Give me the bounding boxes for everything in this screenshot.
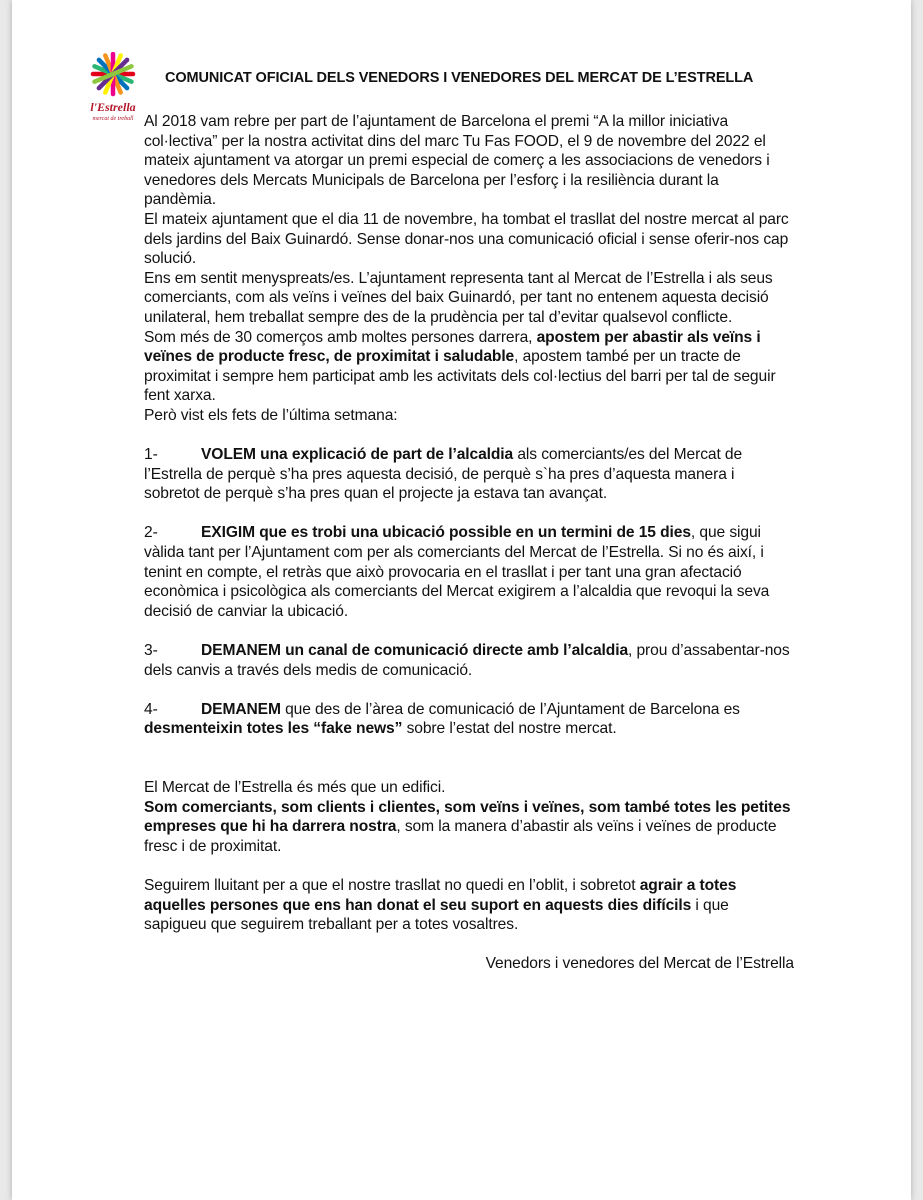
closing-paragraph-2: Som comerciants, som clients i clientes, som veïns i veïnes, som també totes les petites empreses que hi ha darrera nostra, som la manera d’abastir als veïns i veïnes de producte fresc i de proximitat. [144,798,791,855]
demand-item-4: 4- DEMANEM que des de l’àrea de comunicació de l’Ajuntament de Barcelona es desmenteixin totes les “fake news” sobre l’estat del nostre mercat. [144,700,740,738]
signature: Venedors i venedores del Mercat de l’Estrella [485,955,794,973]
demand-item-3: 3- DEMANEM un canal de comunicació directe amb l’alcaldia, prou d’assabentar-nos dels canvis a través dels medis de comunicació. [144,642,790,679]
closing-paragraph-1: El Mercat de l’Estrella és més que un edifici. [144,779,446,796]
logo-subtitle: mercat de treball [92,116,134,122]
estrella-logo [78,52,148,132]
document-page [12,0,911,1200]
closing-paragraph-3: Seguirem lluitant per a que el nostre trasllat no quedi en l’oblit, i sobretot agrair a totes aquelles persones que ens han donat el seu suport en aquests dies difícils i que sapigueu que seguirem treballant per a totes vosaltres. [144,876,737,934]
intro-paragraph-2: El mateix ajuntament que el dia 11 de novembre, ha tombat el trasllat del nostre mercat al parc dels jardins del Baix Guinardó. Sense donar-nos una comunicació oficial i sense oferir-nos cap solució. [144,210,789,268]
intro-paragraph-4: Som més de 30 comerços amb moltes persones darrera, apostem per abastir als veïns i veïnes de producte fresc, de proximitat i saludable, apostem també per un tracte de proximitat i sempre hem participat amb les activitats dels col·lectius del barri per tal de seguir fent xarxa. [144,328,776,405]
demand-item-1: 1- VOLEM una explicació de part de l’alcaldia als comerciants/es del Mercat de l’Estrella de perquè s’ha pres aquesta decisió, de perquè s`ha pres d’aquesta manera i sobretot de perquè s’ha pres quan el projecte ja estava tan avançat. [144,446,743,503]
logo-wordmark: l'Estrella [90,100,136,114]
demand-item-2: 2- EXIGIM que es trobi una ubicació possible en un termini de 15 dies, que sigui vàlida tant per l’Ajuntament com per als comerciants del Mercat de l’Estrella. Si no és així, i tenint en compte, el retràs que això provocaria en el trasllat i per tant una gran afectació econòmica i psicològica als comerciants del Mercat exigirem a l’alcaldia que revoqui la seva decisió de canviar la ubicació. [144,524,770,620]
intro-paragraph-3: Ens em sentit menyspreats/es. L’ajuntament representa tant al Mercat de l’Estrella i als seus comerciants, com als veïns i veïnes del baix Guinardó, per tant no entenem aquesta decisió unilateral, hem treballat sempre des de la prudència per tal d’evitar qualsevol conflicte. [144,269,773,326]
intro-paragraph-5: Però vist els fets de l’última setmana: [144,406,398,424]
document-title: COMUNICAT OFICIAL DELS VENEDORS I VENEDORES DEL MERCAT DE L’ESTRELLA [165,70,754,86]
intro-paragraph-1: Al 2018 vam rebre per part de l’ajuntament de Barcelona el premi “A la millor iniciativa col·lectiva” per la nostra activitat dins del marc Tu Fas FOOD, el 9 de novembre del 2022 el mateix ajuntament va atorgar un premi especial de comerç a les associacions de venedors i venedores dels Mercats Municipals de Barcelona per l’esforç i la resiliència durant la pandèmia. [144,113,770,209]
star-burst-icon [78,52,148,100]
document-body [144,112,794,974]
